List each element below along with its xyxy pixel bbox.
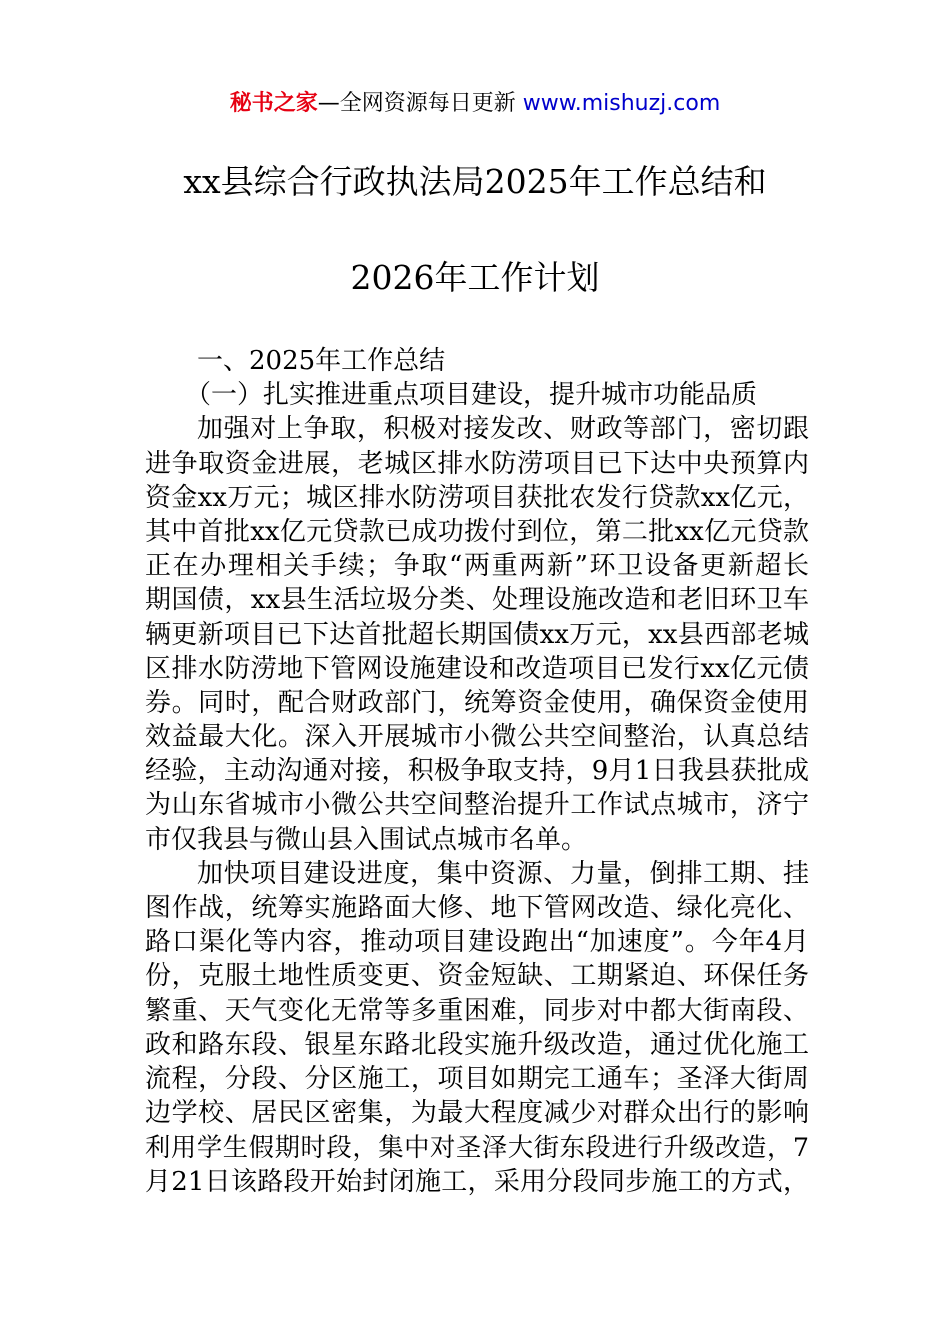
paragraph-line: 繁重、天气变化无常等多重困难，同步对中都大街南段、 bbox=[145, 995, 809, 1026]
section-heading: 一、2025年工作总结 bbox=[197, 346, 446, 376]
paragraph-line: 图作战，统筹实施路面大修、地下管网改造、绿化亮化、 bbox=[145, 893, 809, 923]
paragraph-line: 资金xx万元；城区排水防涝项目获批农发行贷款xx亿元， bbox=[145, 482, 809, 513]
paragraph-line: 边学校、居民区密集，为最大程度减少对群众出行的影响 bbox=[145, 1098, 809, 1129]
paragraph-line: 为山东省城市小微公共空间整治提升工作试点城市，济宁 bbox=[145, 790, 809, 821]
paragraph-line: 利用学生假期时段，集中对圣泽大街东段进行升级改造，7 bbox=[145, 1132, 809, 1163]
paragraph-line: 经验，主动沟通对接，积极争取支持，9月1日我县获批成 bbox=[145, 756, 809, 787]
paragraph-line: 月21日该路段开始封闭施工，采用分段同步施工的方式， bbox=[145, 1166, 809, 1197]
paragraph-2 bbox=[145, 857, 809, 1199]
paragraph-line: 区排水防涝地下管网设施建设和改造项目已发行xx亿元债 bbox=[145, 653, 809, 684]
paragraph-line: 份，克服土地性质变更、资金短缺、工期紧迫、环保任务 bbox=[145, 961, 809, 992]
document-title-line-1: xx县综合行政执法局2025年工作总结和 bbox=[183, 162, 767, 201]
document-title-line-2: 2026年工作计划 bbox=[350, 258, 600, 297]
brand-name: 秘书之家 bbox=[229, 91, 318, 116]
paragraph-line: 正在办理相关手续；争取“两重两新”环卫设备更新超长 bbox=[145, 551, 809, 582]
paragraph-line: 加快项目建设进度，集中资源、力量，倒排工期、挂 bbox=[197, 858, 809, 889]
paragraph-line: 加强对上争取，积极对接发改、财政等部门，密切跟 bbox=[197, 414, 809, 445]
paragraph-line-last: 市仅我县与微山县入围试点城市名单。 bbox=[145, 824, 588, 855]
document-body bbox=[145, 344, 809, 1199]
paragraph-line: 进争取资金进展，老城区排水防涝项目已下达中央预算内 bbox=[145, 448, 809, 479]
paragraph-line: 政和路东段、银星东路北段实施升级改造，通过优化施工 bbox=[145, 1029, 809, 1060]
site-url-link[interactable]: www.mishuzj.com bbox=[522, 91, 721, 116]
paragraph-line: 效益最大化。深入开展城市小微公共空间整治，认真总结 bbox=[145, 722, 809, 753]
paragraph-1 bbox=[145, 412, 809, 856]
header-tagline: —全网资源每日更新 bbox=[317, 91, 523, 116]
paragraph-line: 其中首批xx亿元贷款已成功拨付到位，第二批xx亿元贷款 bbox=[145, 516, 809, 547]
paragraph-line: 路口渠化等内容，推动项目建设跑出“加速度”。今年4月 bbox=[145, 927, 809, 958]
paragraph-line: 流程，分段、分区施工，项目如期完工通车；圣泽大街周 bbox=[145, 1063, 809, 1094]
paragraph-line: 辆更新项目已下达首批超长期国债xx万元，xx县西部老城 bbox=[145, 619, 809, 650]
site-header bbox=[0, 88, 950, 120]
paragraph-line: 券。同时，配合财政部门，统筹资金使用，确保资金使用 bbox=[145, 687, 809, 718]
subsection-heading: （一）扎实推进重点项目建设，提升城市功能品质 bbox=[185, 380, 758, 411]
paragraph-line: 期国债，xx县生活垃圾分类、处理设施改造和老旧环卫车 bbox=[145, 585, 809, 616]
